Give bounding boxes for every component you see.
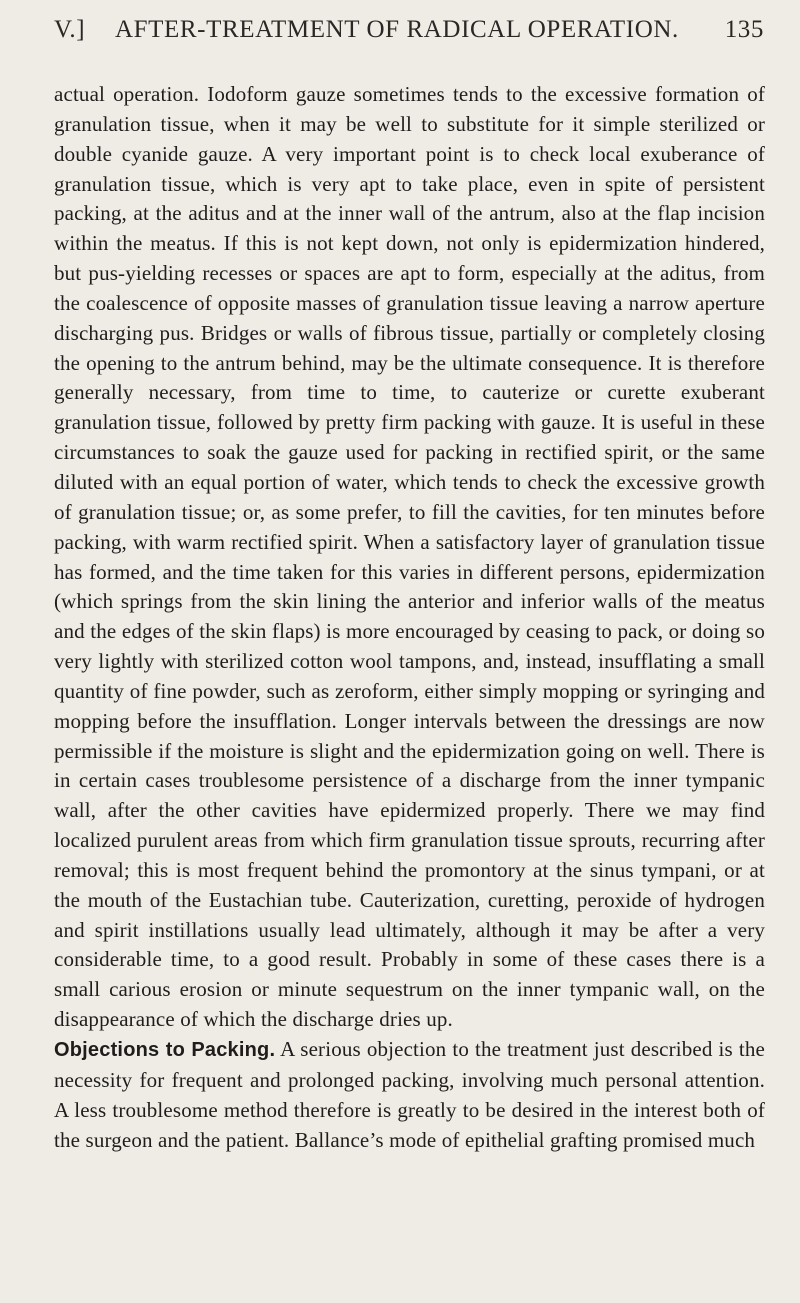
side-heading: Objections to Packing.	[54, 1039, 276, 1061]
running-head	[54, 8, 764, 52]
chapter-number: V.]	[54, 16, 86, 43]
page-number: 135	[724, 16, 764, 43]
body-text	[54, 80, 765, 1155]
paragraph	[54, 1035, 765, 1155]
paragraph: actual operation. Iodoform gauze sometimes tends to the excessive formation of granulation tissue, when it may be well to substitute for it simple sterilized or double cyanide gauze. A very important point is to check local exuberance of granulation tissue, which is very apt to take place, even in spite of persistent packing, at the aditus and at the inner wall of the antrum, also at the flap incision within the meatus. If this is not kept down, not only is epidermization hindered, but pus-yielding recesses or spaces are apt to form, especially at the aditus, from the coalescence of opposite masses of granulation tissue leaving a narrow aperture discharging pus. Bridges or walls of fibrous tissue, partially or completely closing the opening to the antrum behind, may be the ultimate consequence. It is therefore generally necessary, from time to time, to cauterize or curette exuberant granulation tissue, followed by pretty firm packing with gauze. It is useful in these circumstances to soak the gauze used for packing in rectified spirit, or the same diluted with an equal portion of water, which tends to check the excessive growth of granulation tissue; or, as some prefer, to fill the cavities, for ten minutes before packing, with warm rectified spirit. When a satisfactory layer of granulation tissue has formed, and the time taken for this varies in different persons, epidermization (which springs from the skin lining the anterior and inferior walls of the meatus and the edges of the skin flaps) is more encouraged by ceasing to pack, or doing so very lightly with sterilized cotton wool tampons, and, instead, insufflating a small quantity of fine powder, such as zeroform, either simply mopping or syringing and mopping before the insufflation. Longer intervals between the dressings are now permissible if the moisture is slight and the epidermization going on well. There is in certain cases troublesome persistence of a discharge from the inner tympanic wall, after the other cavities have epidermized properly. There we may find localized purulent areas from which firm granulation tissue sprouts, recurring after removal; this is most frequent behind the promontory at the sinus tympani, or at the mouth of the Eustachian tube. Cauterization, curetting, peroxide of hydrogen and spirit instillations usually lead ultimately, although it may be after a very considerable time, to a good result. Probably in some of these cases there is a small carious erosion or minute sequestrum on the inner tympanic wall, on the disappearance of which the discharge dries up.	[54, 82, 765, 1032]
paragraph-text: A serious objection to the treatment just described is the necessity for frequent and prolonged packing, involving much personal attention. A less troublesome method therefore is greatly to be desired in the interest both of the surgeon and the patient. Ballance’s mode of epithelial grafting promised much	[54, 1037, 765, 1152]
running-title: AFTER-TREATMENT OF RADICAL OPERATION.	[115, 16, 679, 43]
